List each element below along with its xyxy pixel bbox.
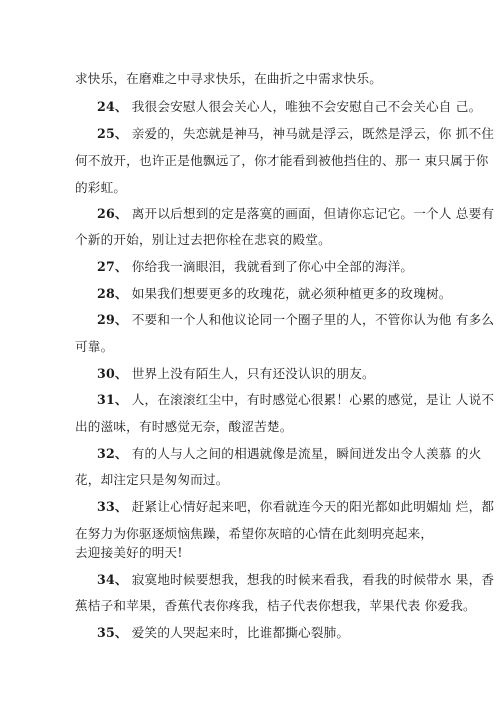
line-text: 何不放开，也许正是他飘远了，你才能看到被他挡住的、那一 束只属于你 [75,153,489,168]
item-text: 离开以后想到的定是落寞的画面，但请你忘记它。一个人 总要有 [131,206,495,221]
item-number: 25、 [97,126,128,141]
item-number: 33、 [97,499,128,514]
line-text: 在努力为你驱逐烦恼焦躁，希望你灰暗的心情在此刻明亮起来， [75,526,434,541]
item-number: 27、 [97,259,128,274]
line-text: 出的滋味，有时感觉无奈，酸涩苦楚。 [75,419,293,434]
line-text: 个新的开始，别让过去把你栓在悲哀的殿堂。 [75,232,331,247]
item-text: 不要和一个人和他议论同一个圈子里的人，不管你认为他 有多么 [131,312,495,327]
item-text: 我很会安慰人很会关心人，唯独不会安慰自己不会关心自 己。 [131,99,482,114]
text-line [75,598,500,614]
text-line [75,545,500,561]
list-item [97,312,500,328]
line-text: 蕉桔子和苹果，香蕉代表你疼我，桔子代表你想我，苹果代表 你爱我。 [75,598,476,613]
item-text: 寂寞地时候要想我，想我的时候来看我，看我的时候带水 果，香 [131,572,495,587]
text-line [75,180,500,196]
item-text: 赶紧让心情好起来吧，你看就连今天的阳光都如此明媚灿 烂，都 [131,499,495,514]
item-number: 30、 [97,366,128,381]
text-line [75,339,500,355]
list-item [97,206,500,222]
list-item [97,366,500,382]
line-text: 可靠。 [75,339,114,354]
text-line [75,472,500,488]
line-text: 花，却注定只是匆匆而过。 [75,472,229,487]
item-number: 35、 [97,625,128,640]
line-text: 去迎接美好的明天! [75,545,183,560]
list-item [97,286,500,302]
list-item [97,499,500,515]
item-text: 世界上没有陌生人，只有还没认识的朋友。 [131,366,375,381]
item-number: 29、 [97,312,128,327]
list-item [97,392,500,408]
item-text: 人，在滚滚红尘中，有时感觉心很累！心累的感觉，是让 人说不 [131,392,495,407]
line-text: 的彩虹。 [75,180,127,195]
item-text: 爱笑的人哭起来时，比谁都撕心裂肺。 [131,625,350,640]
list-item [97,446,500,462]
item-number: 24、 [97,99,128,114]
item-number: 31、 [97,392,128,407]
item-text: 有的人与人之间的相遇就像是流星，瞬间迸发出令人羡慕 的火 [131,446,482,461]
item-text: 亲爱的，失恋就是神马，神马就是浮云，既然是浮云，你 抓不住 [131,126,495,141]
list-item [97,572,500,588]
text-line [75,71,500,87]
line-text: 求快乐，在磨难之中寻求快乐，在曲折之中需求快乐。 [75,71,383,86]
list-item [97,259,500,275]
item-number: 28、 [97,286,128,301]
list-item [97,625,500,641]
item-number: 34、 [97,572,128,587]
list-item [97,126,500,142]
item-text: 你给我一滴眼泪，我就看到了你心中全部的海洋。 [131,259,414,274]
text-line [75,526,500,542]
text-line [75,419,500,435]
item-text: 如果我们想要更多的玫瑰花，就必须种植更多的玫瑰树。 [131,286,452,301]
text-line [75,153,500,169]
list-item [97,99,500,115]
item-number: 26、 [97,206,128,221]
item-number: 32、 [97,446,128,461]
text-line [75,232,500,248]
